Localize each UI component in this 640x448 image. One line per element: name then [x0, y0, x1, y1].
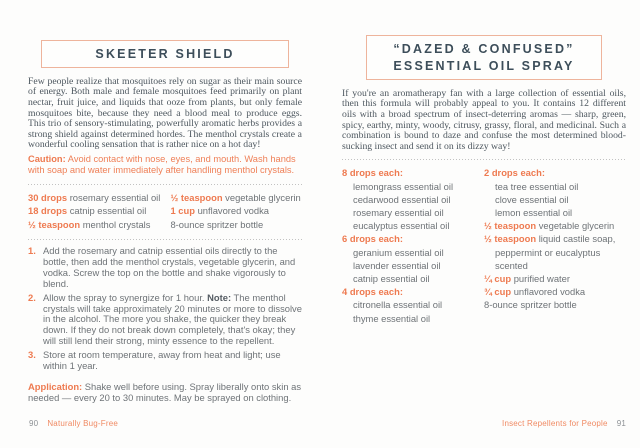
ingredient-row — [484, 219, 626, 232]
ingredient-name: lemon essential oil — [495, 206, 573, 218]
ingredient-name: liquid castile soap, peppermint or eucalyptus scented — [495, 233, 616, 271]
step-text-after-note: The menthol crystals will take approximately 20 minutes or more to dissolve in the alcohol. The more you shake, the quicker they break down. If they do not break down completely, that's okay; they will still lend their strong, minty essence to the repellent. — [43, 291, 302, 347]
ingredient-quantity: ½ teaspoon — [28, 219, 81, 231]
note-label: Note: — [207, 291, 232, 303]
ingredient-name: lavender essential oil — [353, 259, 441, 271]
ingredients-column-1 — [28, 191, 170, 232]
ingredient-name: lemongrass essential oil — [353, 180, 454, 192]
right-recipe-title-line1: “DAZED & CONFUSED” — [393, 42, 575, 56]
ingredient-name: 8-ounce spritzer bottle — [484, 299, 577, 311]
right-intro-paragraph: If you're an aromatherapy fan with a large collection of essential oils, then this formula will probably appeal to you. It contains 12 different oils with a broad spectrum of insect-deterring aromas — sharp, green, spicy, earthy, minty, woody, citrusy, grassy, floral, and medicinal. Such a combination is bound to daze and confuse the most determined blood-sucking insect and send it on its dizzy way! — [342, 87, 626, 152]
step-text — [43, 293, 302, 348]
right-page — [342, 0, 626, 448]
right-ingredients-list — [342, 166, 626, 324]
right-recipe-title-line2: ESSENTIAL OIL SPRAY — [393, 58, 575, 73]
caution-text: Avoid contact with nose, eyes, and mouth. Wash hands with soap and water immediately after handling menthol crystals. — [28, 154, 296, 176]
ingredient-quantity: 1 cup — [170, 205, 195, 217]
ingredient-row — [28, 204, 170, 218]
step-text: Store at room temperature, away from heat and light; use within 1 year. — [43, 349, 281, 372]
ingredient-row — [484, 285, 626, 298]
right-recipe-title-box — [366, 35, 602, 80]
right-ingredients-column-2 — [484, 166, 626, 324]
ingredient-quantity: ½ teaspoon — [484, 220, 537, 232]
page-number: 90 — [29, 419, 39, 428]
ingredient-name: citronella essential oil — [353, 299, 443, 311]
step-text-before-note: Allow the spray to synergize for 1 hour. — [43, 291, 208, 303]
page-number: 91 — [616, 419, 626, 428]
ingredient-group-header: 8 drops each: — [342, 167, 403, 179]
step-text: Add the rosemary and catnip essential oils directly to the bottle, then add the menthol crystals, vegetable glycerin, and vodka. Screw the top on the bottle and shake vigorously to blend. — [43, 245, 296, 289]
ingredient-name: rosemary essential oil — [69, 191, 161, 203]
ingredient-row — [484, 272, 626, 285]
ingredient-row — [28, 191, 170, 205]
ingredients-list — [28, 191, 302, 232]
ingredient-name: geranium essential oil — [353, 246, 444, 258]
left-intro-paragraph: Few people realize that mosquitoes rely on sugar as their main source of energy. Both male and female mosquitoes feed primarily on plant nectar, fruit juice, and liquids that ooze from plants, but only female mosquitoes bite, because they need a blood meal to produce eggs. This trio of sensory-stimulating, powerfully aromatic herbs provides a strong shield against determined hordes. The menthol crystals create a wonderful cooling sensation that is rather nice on a hot day! — [28, 75, 302, 151]
section-title: Naturally Bug-Free — [47, 419, 119, 428]
ingredient-name: unflavored vodka — [513, 286, 586, 298]
left-page-footer — [29, 419, 118, 428]
left-recipe-title-box — [41, 40, 289, 68]
ingredient-name: clove essential oil — [495, 193, 569, 205]
ingredient-row — [170, 191, 302, 205]
ingredient-quantity: ½ teaspoon — [170, 191, 223, 203]
ingredient-quantity: ¼ cup — [484, 272, 512, 284]
ingredient-row — [170, 218, 302, 232]
ingredient-name: eucalyptus essential oil — [353, 220, 450, 232]
ingredient-name: 8-ounce spritzer bottle — [170, 219, 264, 231]
ingredient-name: catnip essential oil — [69, 205, 147, 217]
application-note — [28, 381, 302, 404]
ingredients-column-2 — [170, 191, 302, 232]
ingredient-quantity: 30 drops — [28, 191, 68, 203]
ingredient-quantity: ¾ cup — [484, 286, 512, 298]
caution-label: Caution: — [28, 154, 66, 165]
step-item — [28, 350, 302, 372]
dotted-divider — [28, 184, 302, 185]
ingredient-name: rosemary essential oil — [353, 206, 444, 218]
ingredient-name: catnip essential oil — [353, 272, 430, 284]
ingredient-group-header: 2 drops each: — [484, 167, 545, 179]
ingredient-name: thyme essential oil — [353, 312, 431, 324]
section-title: Insect Repellents for People — [502, 419, 608, 428]
ingredient-quantity: 18 drops — [28, 205, 68, 217]
ingredient-row — [484, 232, 626, 272]
right-recipe-title — [371, 41, 597, 75]
ingredient-name: vegetable glycerin — [538, 220, 615, 232]
ingredient-name: tea tree essential oil — [495, 180, 579, 192]
ingredient-name: menthol crystals — [82, 219, 151, 231]
ingredient-group-header: 6 drops each: — [342, 233, 403, 245]
ingredient-name: unflavored vodka — [197, 205, 269, 217]
right-page-footer — [502, 419, 626, 428]
right-ingredients-column-1 — [342, 166, 484, 324]
step-number: 1. — [28, 245, 36, 257]
step-item — [28, 246, 302, 290]
ingredient-name: cedarwood essential oil — [353, 193, 451, 205]
ingredient-quantity: ½ teaspoon — [484, 233, 537, 245]
dotted-divider — [342, 159, 626, 160]
ingredient-row — [484, 298, 626, 311]
caution-note — [28, 154, 302, 177]
left-recipe-title: SKEETER SHIELD — [95, 47, 235, 61]
application-label: Application: — [28, 380, 83, 392]
ingredient-row — [28, 218, 170, 232]
left-page — [28, 0, 302, 448]
ingredient-name: purified water — [513, 272, 570, 284]
ingredient-group-header: 4 drops each: — [342, 286, 403, 298]
ingredient-row — [170, 204, 302, 218]
step-item — [28, 293, 302, 348]
step-number: 3. — [28, 349, 36, 361]
step-number: 2. — [28, 291, 36, 303]
ingredient-name: vegetable glycerin — [225, 191, 301, 203]
dotted-divider — [28, 239, 302, 240]
application-text: Shake well before using. Spray liberally onto skin as needed — every 20 to 30 minutes. May be sprayed on clothing. — [28, 380, 302, 404]
instructions-list — [28, 246, 302, 372]
